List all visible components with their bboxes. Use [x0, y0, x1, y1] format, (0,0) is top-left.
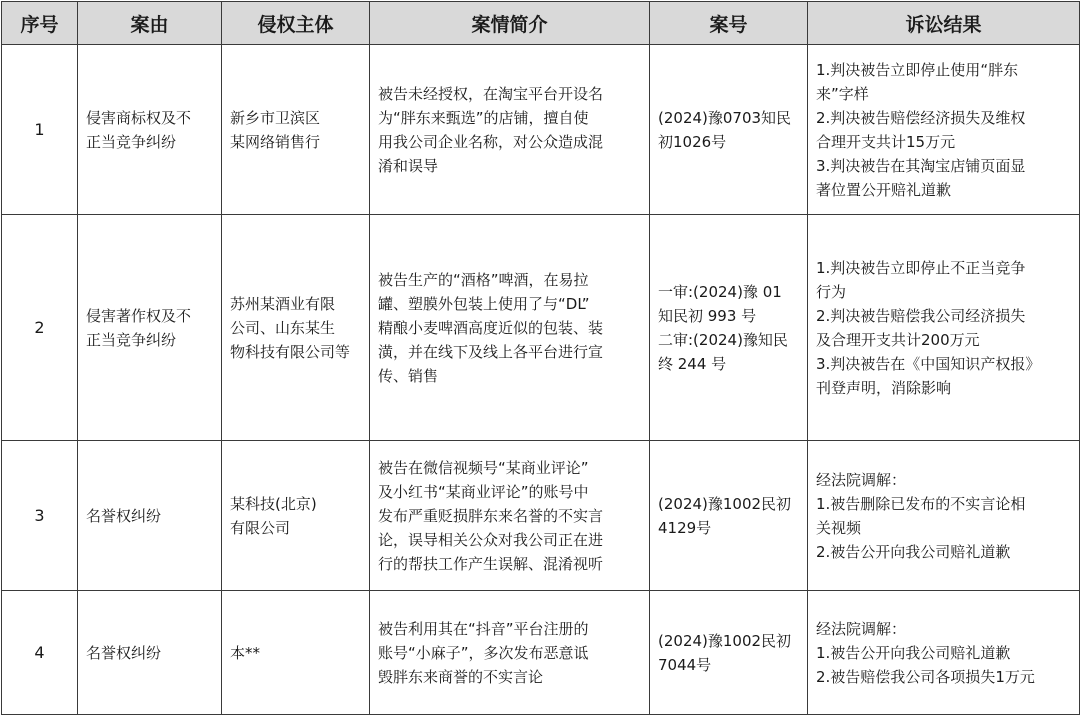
- cell-case-no: [650, 591, 808, 715]
- cell-line: 2.判决被告赔偿我公司经济损失: [816, 306, 1026, 325]
- cell-case-no: [650, 215, 808, 441]
- cell-line: 著位置公开赔礼道歉: [816, 180, 952, 199]
- cell-line: 新乡市卫滨区: [230, 108, 321, 127]
- cell-summary: [370, 591, 650, 715]
- cell-line: 2.被告赔偿我公司各项损失1万元: [816, 667, 1035, 686]
- cell-line: 一审:(2024)豫 01: [658, 282, 782, 301]
- cell-line: 二审:(2024)豫知民: [658, 330, 788, 349]
- cell-line: 正当竞争纠纷: [86, 132, 177, 151]
- cell-line: 名誉权纠纷: [86, 643, 162, 662]
- cell-line: 物科技有限公司等: [230, 342, 351, 361]
- cell-line: (2024)豫1002民初: [658, 494, 792, 513]
- cell-line: 4129号: [658, 518, 712, 537]
- cell-line: 苏州某酒业有限: [230, 294, 336, 313]
- cell-line: 用我公司企业名称，对公众造成混: [378, 132, 604, 151]
- cell-cause: [78, 591, 222, 715]
- cell-line: 及小红书“某商业评论”的账号中: [378, 482, 589, 501]
- cell-line: 3.判决被告在其淘宝店铺页面显: [816, 156, 1026, 175]
- cell-cause: [78, 215, 222, 441]
- cell-line: 初1026号: [658, 132, 727, 151]
- cell-result: [808, 441, 1080, 591]
- cell-line: 1.被告删除已发布的不实言论相: [816, 494, 1026, 513]
- cell-line: 来”字样: [816, 84, 869, 103]
- table-row: [2, 441, 1080, 591]
- cell-party: [222, 215, 370, 441]
- cell-line: 账号“小麻子”，多次发布恶意诋: [378, 643, 589, 662]
- cell-summary: [370, 215, 650, 441]
- cell-line: (2024)豫0703知民: [658, 108, 792, 127]
- cell-line: 行的帮扶工作产生误解、混淆视听: [378, 554, 604, 573]
- cell-no: 3: [2, 441, 78, 591]
- header-summary: 案情简介: [370, 2, 650, 45]
- cell-line: 罐、塑膜外包装上使用了与“DL”: [378, 294, 590, 313]
- cell-cause: [78, 45, 222, 215]
- cell-line: 侵害商标权及不: [86, 108, 192, 127]
- case-table-container: [1, 1, 1079, 715]
- cell-line: 及合理开支共计200万元: [816, 330, 980, 349]
- cell-line: 经法院调解：: [816, 470, 907, 489]
- cell-result: [808, 591, 1080, 715]
- table-row: [2, 215, 1080, 441]
- cell-line: 侵害著作权及不: [86, 306, 192, 325]
- cell-line: 精酿小麦啤酒高度近似的包装、装: [378, 318, 604, 337]
- cell-line: 被告未经授权，在淘宝平台开设名: [378, 84, 604, 103]
- cell-party: [222, 441, 370, 591]
- cell-line: 1.判决被告立即停止使用“胖东: [816, 60, 1019, 79]
- cell-party: [222, 591, 370, 715]
- cell-line: 某科技(北京): [230, 494, 317, 513]
- header-case-no: 案号: [650, 2, 808, 45]
- header-row: [2, 2, 1080, 45]
- cell-line: 2.被告公开向我公司赔礼道歉: [816, 542, 1011, 561]
- cell-line: 发布严重贬损胖东来名誉的不实言: [378, 506, 604, 525]
- cell-line: 合理开支共计15万元: [816, 132, 956, 151]
- cell-line: 2.判决被告赔偿经济损失及维权: [816, 108, 1026, 127]
- cell-line: 公司、山东某生: [230, 318, 336, 337]
- cell-line: 经法院调解：: [816, 619, 907, 638]
- cell-line: 有限公司: [230, 518, 291, 537]
- cell-line: 为“胖东来甄选”的店铺，擅自使: [378, 108, 589, 127]
- cell-party: [222, 45, 370, 215]
- header-party: 侵权主体: [222, 2, 370, 45]
- cell-line: 毁胖东来商誉的不实言论: [378, 667, 544, 686]
- cell-line: 淆和误导: [378, 156, 439, 175]
- header-no: 序号: [2, 2, 78, 45]
- cell-line: 3.判决被告在《中国知识产权报》: [816, 354, 1041, 373]
- table-row: [2, 45, 1080, 215]
- cell-line: (2024)豫1002民初: [658, 631, 792, 650]
- cell-line: 被告在微信视频号“某商业评论”: [378, 458, 589, 477]
- cell-result: [808, 215, 1080, 441]
- cell-line: 潢，并在线下及线上各平台进行宣: [378, 342, 604, 361]
- cell-summary: [370, 45, 650, 215]
- cell-line: 本**: [230, 643, 261, 662]
- cell-no: 1: [2, 45, 78, 215]
- cell-line: 关视频: [816, 518, 862, 537]
- cell-case-no: [650, 45, 808, 215]
- cell-result: [808, 45, 1080, 215]
- cell-line: 正当竞争纠纷: [86, 330, 177, 349]
- cell-no: 2: [2, 215, 78, 441]
- cell-line: 1.被告公开向我公司赔礼道歉: [816, 643, 1011, 662]
- cell-line: 论，误导相关公众对我公司正在进: [378, 530, 604, 549]
- cell-line: 知民初 993 号: [658, 306, 757, 325]
- cell-line: 被告生产的“酒格”啤酒，在易拉: [378, 270, 589, 289]
- header-cause: 案由: [78, 2, 222, 45]
- cell-line: 1.判决被告立即停止不正当竞争: [816, 258, 1026, 277]
- cell-line: 名誉权纠纷: [86, 506, 162, 525]
- cell-line: 终 244 号: [658, 354, 727, 373]
- header-result: 诉讼结果: [808, 2, 1080, 45]
- cell-line: 传、销售: [378, 366, 439, 385]
- cell-line: 被告利用其在“抖音”平台注册的: [378, 619, 589, 638]
- cell-line: 某网络销售行: [230, 132, 321, 151]
- cell-summary: [370, 441, 650, 591]
- litigation-table: [1, 1, 1080, 715]
- cell-no: 4: [2, 591, 78, 715]
- table-row: [2, 591, 1080, 715]
- cell-line: 刊登声明，消除影响: [816, 378, 952, 397]
- cell-case-no: [650, 441, 808, 591]
- cell-line: 行为: [816, 282, 847, 301]
- cell-line: 7044号: [658, 655, 712, 674]
- cell-cause: [78, 441, 222, 591]
